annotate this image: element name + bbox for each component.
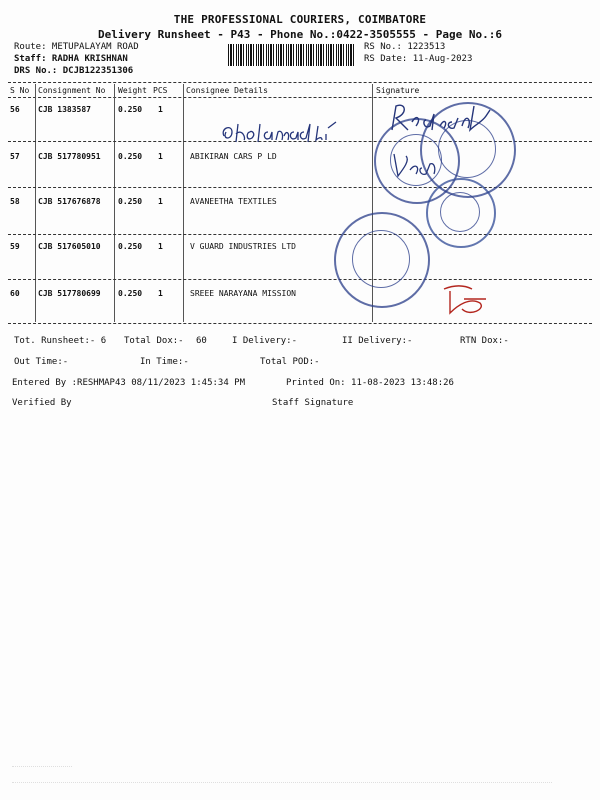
rtn-dox: RTN Dox:- xyxy=(460,336,509,346)
cell-consignment: CJB 517780951 xyxy=(38,152,101,161)
cell-weight: 0.250 xyxy=(118,197,143,206)
handwritten-signature xyxy=(218,118,348,148)
company-seal-stamp xyxy=(334,212,430,308)
col-header-weight: Weight xyxy=(118,86,147,95)
table-bottom-rule xyxy=(8,323,592,324)
route-label: Route: METUPALAYAM ROAD xyxy=(14,42,139,52)
staff-signature-label: Staff Signature xyxy=(272,398,354,408)
cell-consignee: SREEE NARAYANA MISSION xyxy=(190,289,296,298)
col-header-signature: Signature xyxy=(376,86,420,95)
cell-pcs: 1 xyxy=(158,289,163,298)
printed-on: Printed On: 11-08-2023 13:48:26 xyxy=(286,378,454,388)
cell-consignee: V GUARD INDUSTRIES LTD xyxy=(190,242,296,251)
rs-number: RS No.: 1223513 xyxy=(364,42,446,52)
total-dox-value: 60 xyxy=(196,336,207,346)
total-pod: Total POD:- xyxy=(260,357,320,367)
cell-pcs: 1 xyxy=(158,152,163,161)
drs-number: DRS No.: DCJB122351306 xyxy=(14,66,134,76)
col-divider xyxy=(35,84,36,322)
table-top-rule xyxy=(8,82,592,83)
total-runsheet: Tot. Runsheet:- 6 xyxy=(14,336,107,346)
cell-consignment: CJB 1383587 xyxy=(38,105,91,114)
barcode xyxy=(228,44,356,66)
handwritten-signature xyxy=(390,150,450,180)
cell-pcs: 1 xyxy=(158,197,163,206)
col-header-pcs: PCS xyxy=(153,86,168,95)
entered-by: Entered By :RESHMAP43 08/11/2023 1:45:34 PM xyxy=(12,378,245,388)
handwritten-signature xyxy=(386,100,506,140)
cell-sno: 60 xyxy=(10,289,20,298)
handwritten-signature xyxy=(440,283,492,319)
out-time: Out Time:- xyxy=(14,357,69,367)
col-header-sno: S No xyxy=(10,86,30,95)
company-title: THE PROFESSIONAL COURIERS, COIMBATORE xyxy=(173,13,427,26)
col-divider xyxy=(183,84,184,322)
cell-sno: 59 xyxy=(10,242,20,251)
cell-consignee: AVANEETHA TEXTILES xyxy=(190,197,277,206)
total-dox-label: Total Dox:- xyxy=(124,336,184,346)
table-header-rule xyxy=(8,97,592,98)
cell-weight: 0.250 xyxy=(118,105,143,114)
cell-consignment: CJB 517676878 xyxy=(38,197,101,206)
ii-delivery: II Delivery:- xyxy=(342,336,413,346)
col-header-consignee: Consignee Details xyxy=(186,86,268,95)
cell-weight: 0.250 xyxy=(118,152,143,161)
cell-consignment: CJB 517605010 xyxy=(38,242,101,251)
bleed-through-text xyxy=(12,762,592,792)
col-header-consignment: Consignment No xyxy=(38,86,106,95)
cell-weight: 0.250 xyxy=(118,242,143,251)
cell-sno: 57 xyxy=(10,152,20,161)
cell-sno: 58 xyxy=(10,197,20,206)
row-rule xyxy=(8,279,592,280)
cell-consignment: CJB 517780699 xyxy=(38,289,101,298)
cell-weight: 0.250 xyxy=(118,289,143,298)
i-delivery: I Delivery:- xyxy=(232,336,298,346)
rs-date: RS Date: 11-Aug-2023 xyxy=(364,54,473,64)
runsheet-title: Delivery Runsheet - P43 - Phone No.:0422-3505555 - Page No.:6 xyxy=(98,28,502,41)
row-rule xyxy=(8,234,592,235)
company-seal-stamp xyxy=(426,178,496,248)
in-time: In Time:- xyxy=(140,357,189,367)
cell-pcs: 1 xyxy=(158,242,163,251)
col-divider xyxy=(114,84,115,322)
cell-pcs: 1 xyxy=(158,105,163,114)
staff-label: Staff: RADHA KRISHNAN xyxy=(14,54,128,64)
cell-consignee: ABIKIRAN CARS P LD xyxy=(190,152,277,161)
row-rule xyxy=(8,187,592,188)
verified-by: Verified By xyxy=(12,398,72,408)
cell-sno: 56 xyxy=(10,105,20,114)
